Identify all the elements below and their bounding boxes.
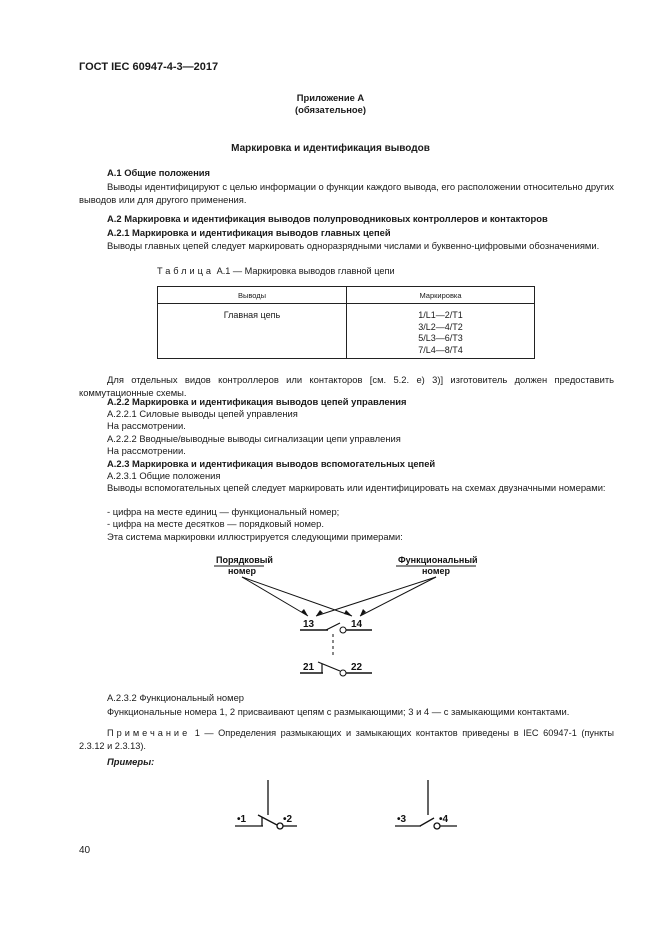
a231-heading: А.2.3.1 Общие положения bbox=[107, 470, 221, 481]
terminal-21: 21 bbox=[303, 662, 315, 673]
table-caption-word: Таблица bbox=[157, 266, 215, 276]
table-mark: 1/L1—2/T1 bbox=[418, 310, 463, 320]
right-label-1: Функциональный bbox=[398, 555, 478, 565]
contact-examples-diagram bbox=[225, 775, 475, 845]
table-mark: 5/L3—6/T3 bbox=[418, 333, 463, 343]
table-mark: 3/L2—4/T2 bbox=[418, 321, 463, 332]
no-terminal bbox=[434, 823, 440, 829]
a222-text: На рассмотрении. bbox=[107, 445, 186, 456]
no-blade bbox=[420, 818, 434, 826]
a221-text: На рассмотрении. bbox=[107, 420, 186, 431]
arrowhead-left-13 bbox=[301, 609, 308, 616]
note-word: Примечание bbox=[107, 728, 191, 738]
table-header-marking: Маркировка bbox=[347, 287, 535, 304]
left-label-1: Порядковый bbox=[216, 555, 273, 565]
table-caption bbox=[157, 266, 395, 276]
page-number: 40 bbox=[79, 845, 91, 856]
contact-21-22-blade bbox=[318, 662, 340, 671]
terminal-14: 14 bbox=[351, 619, 363, 630]
terminal-13: 13 bbox=[303, 619, 315, 630]
example-terminal-3: •3 bbox=[397, 814, 407, 825]
appendix-subtitle: (обязательное) bbox=[295, 104, 366, 115]
a1-heading: А.1 Общие положения bbox=[107, 167, 210, 178]
terminal-22: 22 bbox=[351, 662, 363, 673]
marking-table bbox=[157, 286, 535, 359]
a23-heading: А.2.3 Маркировка и идентификация выводов вспомогательных цепей bbox=[107, 458, 436, 469]
example-terminal-2: •2 bbox=[283, 814, 293, 825]
table-header-terminals: Выводы bbox=[158, 287, 347, 304]
a1-text: Выводы идентифицируют с целью информации о функции каждого вывода, его расположении относительно других выводов или для другого применения. bbox=[79, 181, 614, 205]
section-title: Маркировка и идентификация выводов bbox=[231, 143, 430, 154]
left-label-2: номер bbox=[228, 566, 256, 576]
arrow-right-to-14 bbox=[360, 577, 436, 616]
example-terminal-4: •4 bbox=[439, 814, 449, 825]
bullet-tens: - цифра на месте десятков — порядковый номер. bbox=[107, 518, 324, 529]
para-after-table: Для отдельных видов контроллеров или контакторов [см. 5.2. е) 3)] изготовитель должен предоставить коммутационные схемы. bbox=[79, 374, 614, 398]
table-caption-rest: А.1 — Маркировка выводов главной цепи bbox=[216, 266, 395, 276]
a21-heading: А.2.1 Маркировка и идентификация выводов главных цепей bbox=[107, 227, 391, 238]
nc-blade bbox=[258, 815, 277, 825]
terminal-numbering-diagram bbox=[200, 550, 500, 690]
example-terminal-1: •1 bbox=[237, 814, 247, 825]
appendix-title: Приложение А bbox=[296, 92, 365, 103]
nc-terminal bbox=[277, 823, 283, 829]
bullet-units: - цифра на месте единиц — функциональный номер; bbox=[107, 506, 340, 517]
contact-13-14-blade bbox=[326, 623, 340, 630]
example-intro: Эта система маркировки иллюстрируется следующими примерами: bbox=[107, 531, 403, 542]
note bbox=[79, 727, 614, 752]
table-marks-cell bbox=[347, 304, 535, 359]
standard-header: ГОСТ IEC 60947-4-3—2017 bbox=[79, 61, 219, 73]
a231-text: Выводы вспомогательных цепей следует маркировать или идентифицировать на схемах двузначными номерами: bbox=[107, 482, 606, 493]
a221-heading: А.2.2.1 Силовые выводы цепей управления bbox=[107, 408, 298, 419]
a22-heading: А.2.2 Маркировка и идентификация выводов цепей управления bbox=[107, 396, 407, 407]
contact-14-terminal bbox=[340, 627, 346, 633]
right-label-2: номер bbox=[422, 566, 450, 576]
a232-heading: А.2.3.2 Функциональный номер bbox=[107, 692, 244, 703]
table-mark: 7/L4—8/T4 bbox=[418, 344, 463, 355]
examples-label: Примеры: bbox=[107, 756, 155, 767]
a232-text: Функциональные номера 1, 2 присваивают цепям с размыкающими; 3 и 4 — с замыкающими контактами. bbox=[107, 706, 570, 717]
a222-heading: А.2.2.2 Вводные/выводные выводы сигнализации цепи управления bbox=[107, 433, 401, 444]
a2-heading: А.2 Маркировка и идентификация выводов полупроводниковых контроллеров и контакторов bbox=[107, 213, 548, 224]
a21-text: Выводы главных цепей следует маркировать одноразрядными числами и буквенно-цифровыми обозначениями. bbox=[107, 240, 600, 251]
table-row-label: Главная цепь bbox=[158, 304, 347, 359]
note-text: 1 — Определения размыкающих и замыкающих контактов приведены в IEC 60947-1 (пункты 2.3.12 и 2.3.13). bbox=[79, 728, 614, 751]
contact-22-terminal bbox=[340, 670, 346, 676]
arrow-right-to-13 bbox=[316, 577, 436, 616]
